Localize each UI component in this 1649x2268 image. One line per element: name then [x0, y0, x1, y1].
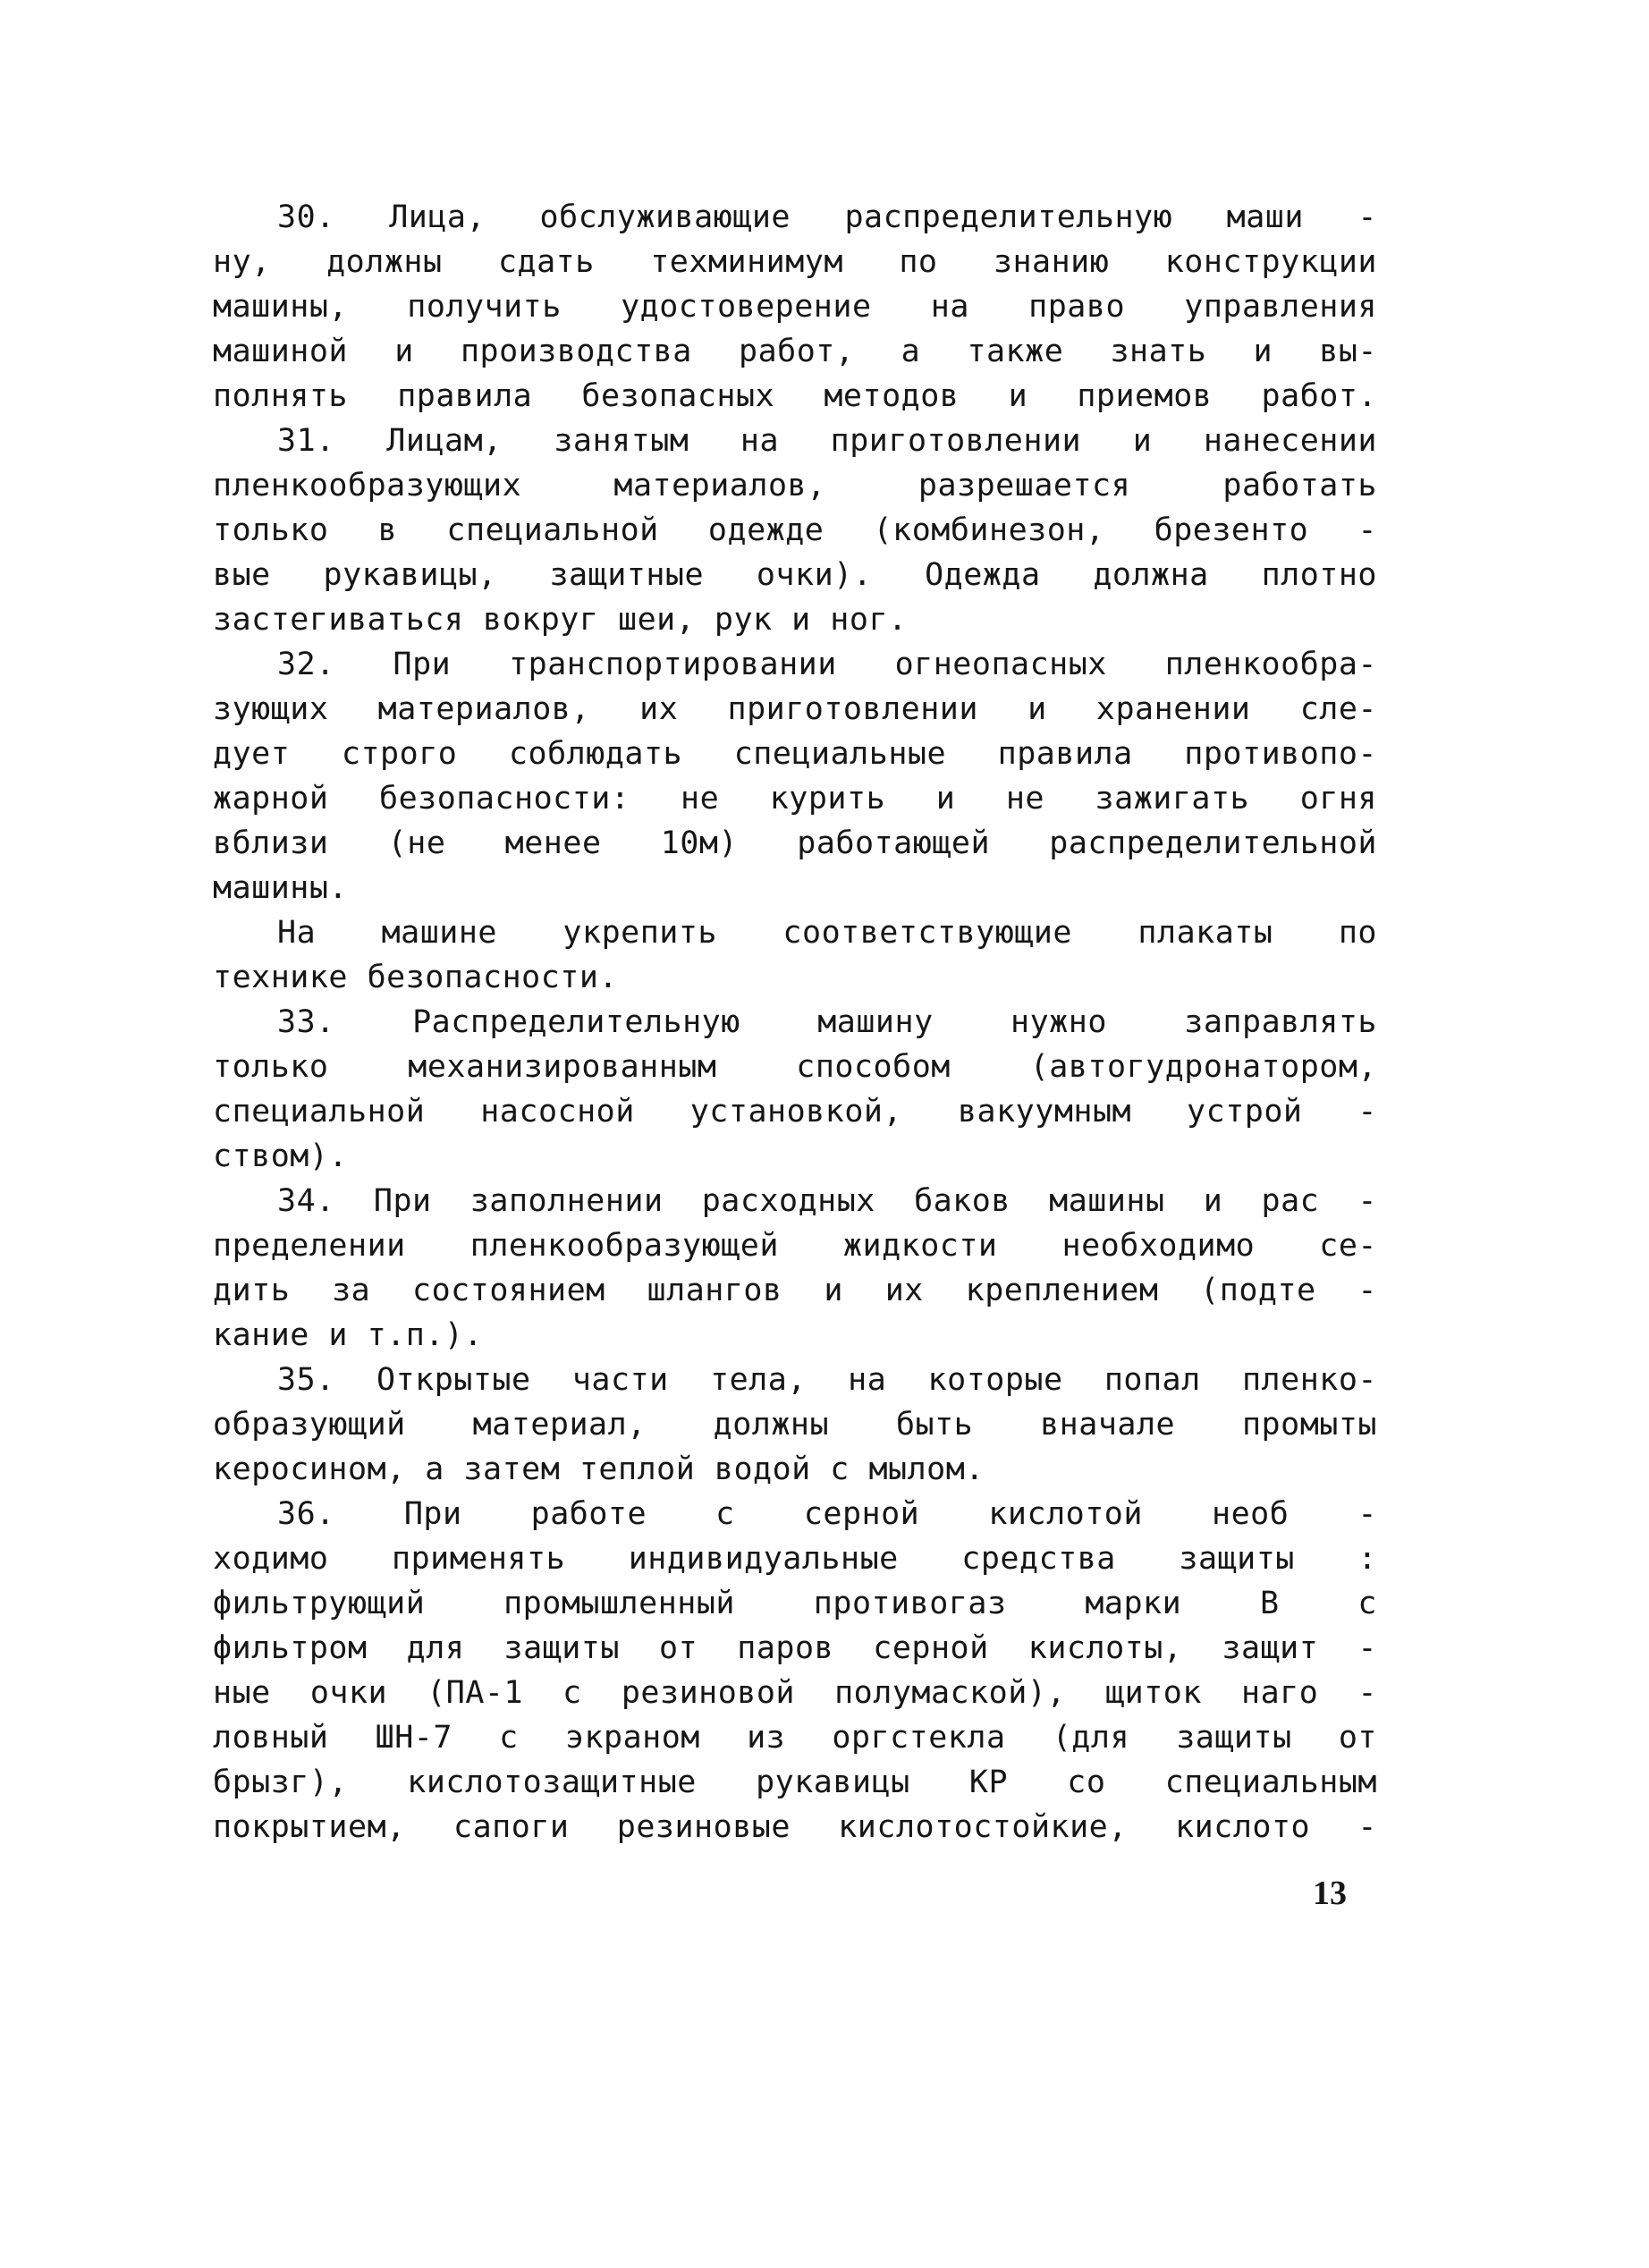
text-line: дить за состоянием шлангов и их креплением (подте - — [213, 1273, 1377, 1308]
text-line: технике безопасности. — [213, 960, 619, 995]
text-line: ну, должны сдать техминимум по знанию конструкции — [213, 244, 1377, 280]
text-line: 32. При транспортировании огнеопасных пленкообра- — [277, 647, 1377, 682]
text-line: 31. Лицам, занятым на приготовлении и нанесении — [277, 423, 1377, 459]
paragraph-30 — [213, 195, 1377, 419]
text-line: зующих материалов, их приготовлении и хранении сле- — [213, 691, 1377, 727]
text-line: 33. Распределительную машину нужно заправлять — [277, 1004, 1377, 1040]
paragraph-33 — [213, 1000, 1377, 1179]
text-line: дует строго соблюдать специальные правила противопо- — [213, 736, 1377, 772]
text-line: керосином, а затем теплой водой с мылом. — [213, 1451, 985, 1487]
text-line: кание и т.п.). — [213, 1317, 484, 1353]
paragraph-35 — [213, 1358, 1377, 1492]
text-line: 34. При заполнении расходных баков машины и рас - — [277, 1183, 1377, 1219]
text-line: вблизи (не менее 10м) работающей распределительной — [213, 825, 1377, 861]
text-line: специальной насосной установкой, вакуумным устрой - — [213, 1094, 1377, 1130]
text-line: ходимо применять индивидуальные средства защиты : — [213, 1541, 1377, 1577]
text-line: пределении пленкообразующей жидкости необходимо се- — [213, 1228, 1377, 1264]
text-line: машиной и производства работ, а также знать и вы- — [213, 334, 1377, 369]
text-line: брызг), кислотозащитные рукавицы КР со специальным — [213, 1764, 1377, 1800]
paragraph-31 — [213, 419, 1377, 642]
text-line: полнять правила безопасных методов и приемов работ. — [213, 378, 1377, 414]
text-line: фильтром для защиты от паров серной кислоты, защит - — [213, 1630, 1377, 1666]
text-line: покрытием, сапоги резиновые кислотостойкие, кислото - — [213, 1809, 1377, 1845]
text-line: 35. Открытые части тела, на которые попал пленко- — [277, 1362, 1377, 1398]
text-line: фильтрующий промышленный противогаз марки В с — [213, 1586, 1377, 1621]
paragraph-32 — [213, 642, 1377, 910]
text-line: только в специальной одежде (комбинезон, брезенто - — [213, 512, 1377, 548]
text-line: машины, получить удостоверение на право управления — [213, 289, 1377, 325]
text-line: ловный ШН-7 с экраном из оргстекла (для защиты от — [213, 1720, 1377, 1756]
paragraph-34 — [213, 1179, 1377, 1358]
text-line: машины. — [213, 870, 349, 906]
text-line: На машине укрепить соответствующие плакаты по — [277, 915, 1377, 951]
text-line: 30. Лица, обслуживающие распределительную маши - — [277, 199, 1377, 235]
text-line: пленкообразующих материалов, разрешается работать — [213, 468, 1377, 504]
body-text — [213, 195, 1377, 1849]
text-line: ные очки (ПА-1 с резиновой полумаской), щиток наго - — [213, 1675, 1377, 1711]
text-line: 36. При работе с серной кислотой необ - — [277, 1496, 1377, 1532]
paragraph-posters — [213, 910, 1377, 1000]
text-line: только механизированным способом (автогудронатором, — [213, 1049, 1377, 1085]
text-line: ством). — [213, 1138, 349, 1174]
text-line: вые рукавицы, защитные очки). Одежда должна плотно — [213, 557, 1377, 593]
text-line: жарной безопасности: не курить и не зажигать огня — [213, 781, 1377, 817]
text-line: образующий материал, должны быть вначале промыты — [213, 1407, 1377, 1443]
paragraph-36 — [213, 1492, 1377, 1849]
text-line: застегиваться вокруг шеи, рук и ног. — [213, 602, 908, 638]
page-number: 13 — [1313, 1874, 1347, 1912]
